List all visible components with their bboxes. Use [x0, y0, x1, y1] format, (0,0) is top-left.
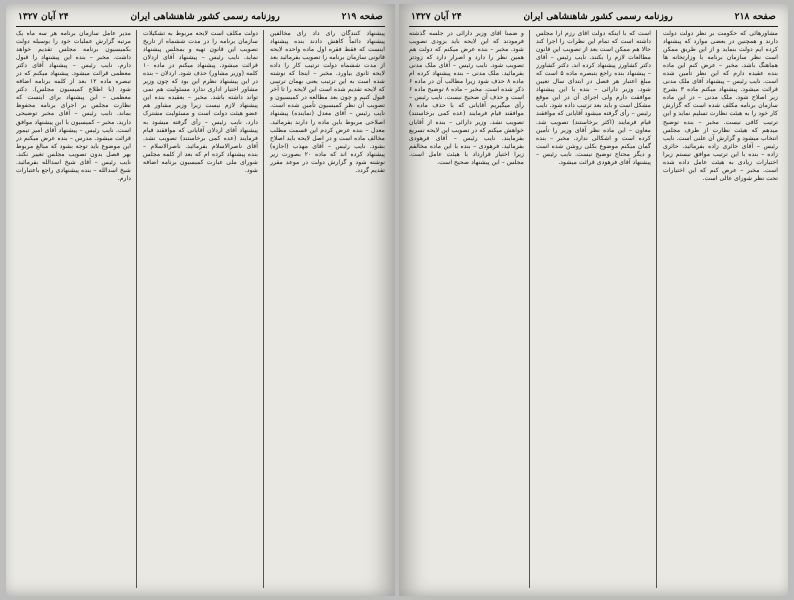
- column-text: مشاورهائی که حکومت بر نظر دولت دولت دارند و همچنین در بعضی موارد که پیشنهاد کرده ایم دولت بنماید و از این طریق ممکن است نظر سازمان برنامه با وزارتخانه ها هماهنگ باشد. مخبر – عرض کنم این ماده بنده عقیده دارم که این نظر تأمین شده است. نایب رئیس – پیشنهاد آقای ملک مدنی قرائت میشود. پیشنهاد میکنم ماده ۳ بشرح زیر اصلاح شود. ملک مدنی – در این ماده سازمان برنامه مکلف شده است که گزارش کار خود را به هیئت نظارت تسلیم نماید و این ترتیب کافی نیست. مخبر – بنده توضیح میدهم که هیئت نظارت از طرف مجلس انتخاب میشود و گزارش آن علنی است. نایب رئیس – آقای حائری زاده بفرمائید. حائری زاده – بنده با این ترتیب موافق نیستم زیرا اختیارات زیادی به هیئت عامل داده شده است. مخبر – عرض کنم که این اختیارات تحت نظر شورای عالی است.: [663, 30, 778, 182]
- right-page-columns: [409, 30, 778, 588]
- left-page-header: [16, 10, 385, 27]
- text-column: [270, 30, 385, 588]
- column-text: مدیر عامل سازمان برنامه هر سه ماه یک مرتبه گزارش عملیات خود را بوسیله دولت بکمیسیون برنامه مجلس تقدیم خواهد داشت. مخبر – بنده این پیشنهاد را قبول دارم. نایب رئیس – پیشنهاد آقای دکتر معظمی قرائت میشود. پیشنهاد میکنم که در تبصره ماده ۱۲ بعد از کلمه برنامه اضافه شود (با اطلاع کمیسیون مجلس). دکتر معظمی – این پیشنهاد برای اینست که نظارت مجلس بر اجرای برنامه محفوظ بماند. نایب رئیس – آقای مخبر توضیحی دارید. مخبر – کمیسیون با این پیشنهاد موافق است. نایب رئیس – پیشنهاد آقای امیر تیمور قرائت میشود. مدرس – بنده عرض میکنم در این موضوع باید توجه بشود که مبالغ مربوط بهر فصل بدون تصویب مجلس تغییر نکند. نایب رئیس – آقای شیخ اسدالله بفرمائید. شیخ اسدالله – بنده پیشنهادی راجع باعتبارات دارم.: [16, 30, 131, 182]
- column-text: و ضمناً آقای وزیر دارائی در جلسه گذشته فرمودند که این لایحه باید بزودی تصویب شود. مخبر – بنده عرض میکنم که دولت هم همین نظر را دارد و اصرار دارد که زودتر تصویب شود. نایب رئیس – آقای ملک مدنی بفرمائید. ملک مدنی – بنده پیشنهاد کرده ام ماده ۸ حذف شود زیرا مطالب آن در ماده ۶ ذکر شده است. مخبر – ماده ۸ توضیح ماده ۶ است و حذف آن صحیح نیست. نایب رئیس – رأی میگیریم آقایانی که با حذف ماده ۸ موافقند قیام فرمایند (عده کمی برخاستند) تصویب نشد. وزیر دارائی – بنده از آقایان خواهش میکنم که در تصویب این لایحه تسریع بفرمایند. نایب رئیس – آقای فرهودی بفرمائید. فرهودی – بنده با این ماده مخالفم زیرا اختیار قرارداد با هیئت عامل است. مجلس – این پیشنهاد صحیح است.: [409, 30, 524, 166]
- right-page-date: ۲۴ آبان ۱۳۲۷: [411, 11, 462, 22]
- right-page-title: روزنامه رسمی کشور شاهنشاهی ایران: [523, 11, 673, 22]
- text-column: [143, 30, 264, 588]
- text-column: [409, 30, 530, 588]
- right-page-number: صفحه ۲۱۸: [734, 11, 776, 22]
- text-column: [16, 30, 137, 588]
- column-text: پیشنهاد کنندگان رای داد رای مخالفین پیشنهاد دائماً کاهش دادند بنده پیشنهاد اینست که فقط فقره اول ماده واحده لایحه قانونی سازمان برنامه را تصویب بفرمائید بعد از مدت ششماه دولت ترتیب کار را داده لایحه ثانوی بیاورد. مخبر – اینجا که نوشته شده است به این ترتیب یعنی بهمان ترتیبی که لایحه تقدیم شده است این لایحه را تا آخر قبول کنیم و چون بعد مطالعه در کمیسیون و تصویب آن نظر کمیسیون تأمین شده است. نایب رئیس – آقای معدل (نماینده) پیشنهاد اصلاحی مربوط باین ماده را دارند بفرمائید. معدل – بنده عرض کردم این قسمت مطلب مخالف ماده است و در اصل لایحه باید اصلاح بشود. نایب رئیس – آقای مهذب (اجازه) پیشنهاد کرده اند که ماده ۲۰ بصورت زیر نوشته شود و گزارش دولت در موعد مقرر تقدیم گردد.: [270, 30, 385, 174]
- right-page: [399, 4, 788, 596]
- left-page: [6, 4, 395, 596]
- left-page-date: ۲۴ آبان ۱۳۲۷: [18, 11, 69, 22]
- newspaper-spread: [6, 4, 788, 596]
- column-text: دولت مکلف است لایحه مربوط به تشکیلات سازمان برنامه را در مدت ششماه از تاریخ تصویب این قانون تهیه و بمجلس پیشنهاد نماید. نایب رئیس – پیشنهاد آقای اردلان قرائت میشود. پیشنهاد میکنم در ماده ۱۰ کلمه (وزیر مشاور) حذف شود. اردلان – بنده در این پیشنهاد نظرم این بود که چون وزیر مشاور اختیار اداری ندارد مسئولیت هم نمی تواند داشته باشد. مخبر – بعقیده بنده این پیشنهاد لازم نیست زیرا وزیر مشاور هم عضو هیئت دولت است و مسئولیت مشترک دارد. نایب رئیس – رأی گرفته میشود به پیشنهاد آقای اردلان آقایانی که موافقند قیام فرمایند (عده کمی برخاستند) تصویب نشد. آقای ناصرالاسلام بفرمائید. ناصرالاسلام – بنده پیشنهاد کرده ام که بعد از کلمه مجلس شورای ملی عبارت کمیسیون برنامه اضافه شود.: [143, 30, 258, 174]
- column-text: است که با اینکه دولت آقای رزم آرا مجلس داشته است که تمام این نظرات را اجرا کند حالا هم ممکن است بعد از تصویب این قانون مطالعات لازم را بکنند. نایب رئیس – آقای دکتر کشاورز پیشنهاد کرده اند. دکتر کشاورز – پیشنهاد بنده راجع بتبصره ماده ۵ است که مبلغ اعتبار هر فصل در ابتدای سال تعیین شود. وزیر دارائی – بنده با این پیشنهاد موافقت دارم ولی اجرای آن در این موقع مشکل است و باید بعد ترتیب داده شود. نایب رئیس – رأی گرفته میشود آقایانی که موافقند قیام فرمایند (اکثر برخاستند) تصویب شد. معاون – این ماده نظر آقای وزیر را تأمین کرده است و اشکالی ندارد. مخبر – بنده گمان میکنم موضوع بکلی روشن شده است و دیگر محتاج توضیح نیست. نایب رئیس – پیشنهاد آقای فرهودی قرائت میشود.: [536, 30, 651, 166]
- left-page-number: صفحه ۲۱۹: [341, 11, 383, 22]
- text-column: [663, 30, 778, 588]
- right-page-header: [409, 10, 778, 27]
- text-column: [536, 30, 657, 588]
- left-page-columns: [16, 30, 385, 588]
- left-page-title: روزنامه رسمی کشور شاهنشاهی ایران: [130, 11, 280, 22]
